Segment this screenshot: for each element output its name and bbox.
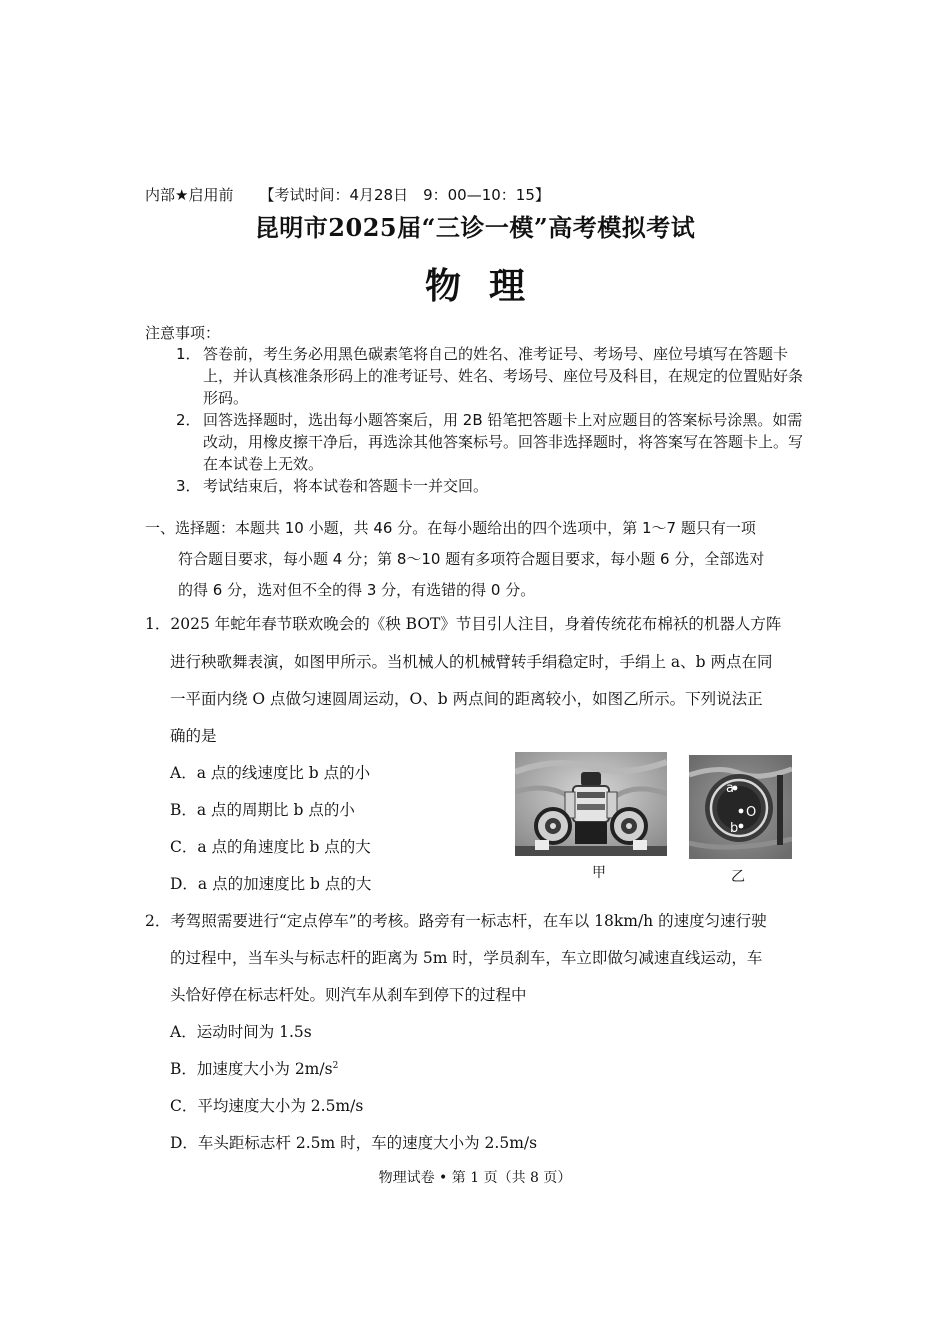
- notice-item-text: 考试结束后，将本试卷和答题卡一并交回。: [203, 477, 489, 495]
- notice-item-text: 回答选择题时，选出每小题答案后，用 2B 铅笔把答题卡上对应题目的答案标号涂黑。如需改动，用橡皮擦干净后，再选涂其他答案标号。回答非选择题时，将答案写在答题卡上。写在本试卷上无效。: [203, 411, 804, 473]
- q2-option-a: A．运动时间为 1.5s: [170, 1023, 312, 1041]
- q1-option-c: C．a 点的角速度比 b 点的大: [170, 838, 371, 856]
- q2-option-b-text: B．加速度大小为 2m/s: [170, 1060, 333, 1078]
- notice-item-1: [176, 343, 808, 409]
- confidential-label: 内部★启用前: [145, 186, 234, 204]
- figure-a-label: 甲: [592, 865, 606, 881]
- section-1-instructions: [145, 513, 810, 606]
- section-line-1: 一、选择题：本题共 10 小题，共 46 分。在每小题给出的四个选项中，第 1～7 题只有一项: [145, 519, 756, 537]
- subject-title: 物理: [424, 265, 553, 307]
- handkerchief-closeup-photo: [689, 755, 792, 859]
- q2-option-d: D．车头距标志杆 2.5m 时，车的速度大小为 2.5m/s: [170, 1134, 538, 1152]
- exam-title: 昆明市2025届“三诊一模”高考模拟考试: [254, 213, 696, 242]
- q2-line-1: 2．考驾照需要进行“定点停车”的考核。路旁有一标志杆，在车以 18km/h 的速度匀速行驶: [145, 912, 767, 930]
- q1-option-b: B．a 点的周期比 b 点的小: [170, 801, 355, 819]
- q2-line-3: 头恰好停在标志杆处。则汽车从刹车到停下的过程中: [170, 986, 527, 1004]
- q1-option-d: D．a 点的加速度比 b 点的大: [170, 875, 372, 893]
- notice-item-3: [176, 475, 808, 497]
- figure-b-label: 乙: [731, 869, 745, 885]
- q1-line-3: 一平面内绕 O 点做匀速圆周运动，O、b 两点间的距离较小，如图乙所示。下列说法正: [170, 690, 763, 708]
- q1-line-4: 确的是: [170, 727, 217, 745]
- point-o-label: O: [746, 805, 757, 820]
- exam-time: 【考试时间：4月28日 9：00—10：15】: [259, 186, 550, 204]
- q1-option-a: A．a 点的线速度比 b 点的小: [170, 764, 371, 782]
- point-b-label: b: [730, 821, 739, 836]
- point-a-label: a: [726, 781, 734, 796]
- q2-line-2: 的过程中，当车头与标志杆的距离为 5m 时，学员刹车，车立即做匀减速直线运动，车: [170, 949, 763, 967]
- notice-item-text: 答卷前，考生务必用黑色碳素笔将自己的姓名、准考证号、考场号、座位号填写在答题卡上，并认真核准条形码上的准考证号、姓名、考场号、座位号及科目，在规定的位置贴好条形码。: [203, 345, 804, 407]
- section-line-3: 的得 6 分，选对但不全的得 3 分，有选错的得 0 分。: [178, 581, 536, 599]
- q1-line-1: 1．2025 年蛇年春节联欢晚会的《秧 BOT》节目引人注目，身着传统花布棉袄的机器人方阵: [145, 615, 782, 633]
- notice-item-num: 1．: [176, 345, 201, 363]
- page-footer: 物理试卷 • 第 1 页（共 8 页）: [378, 1170, 572, 1186]
- notice-item-num: 3．: [176, 477, 201, 495]
- q2-option-b: [170, 1057, 338, 1079]
- q2-option-b-superscript: 2: [332, 1060, 339, 1071]
- notice-item-2: [176, 409, 808, 475]
- section-line-2: 符合题目要求，每小题 4 分；第 8～10 题有多项符合题目要求，每小题 6 分，全部选对: [178, 550, 765, 568]
- exam-header: [145, 184, 550, 205]
- robot-performance-photo: [515, 752, 667, 856]
- notice-item-num: 2．: [176, 411, 201, 429]
- notice-heading: 注意事项：: [145, 324, 221, 342]
- q2-option-c: C．平均速度大小为 2.5m/s: [170, 1097, 364, 1115]
- q1-line-2: 进行秧歌舞表演，如图甲所示。当机械人的机械臂转手绢稳定时，手绢上 a、b 两点在同: [170, 653, 773, 671]
